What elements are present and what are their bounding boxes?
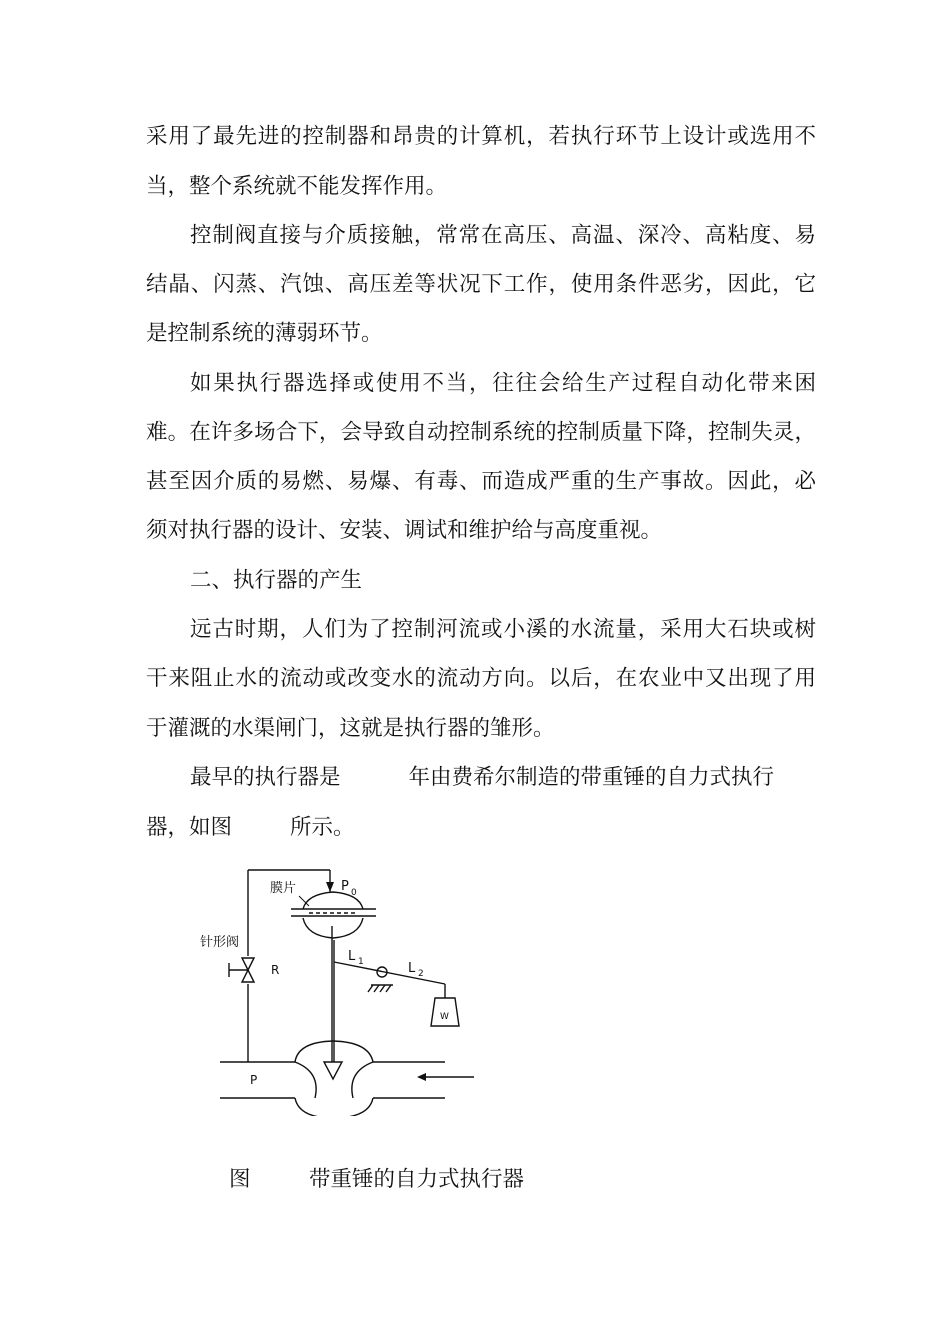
text-line: 控制阀直接与介质接触，常常在高压、高温、深冷、高粘度、易 xyxy=(190,223,816,248)
text-fragment: 所示。 xyxy=(290,815,355,840)
valve-plug xyxy=(324,1062,342,1079)
label-weight: W xyxy=(440,1012,449,1022)
needle-valve-top xyxy=(242,958,254,970)
flow-arrow-head xyxy=(417,1073,426,1081)
text-line: 干来阻止水的流动或改变水的流动方向。以后，在农业中又出现了用 xyxy=(146,666,816,691)
text-line: 采用了最先进的控制器和昂贵的计算机，若执行环节上设计或选用不 xyxy=(146,124,816,149)
text-line: 须对执行器的设计、安装、调试和维护给与高度重视。 xyxy=(146,518,663,543)
label-r: R xyxy=(271,963,280,977)
section-heading: 二、执行器的产生 xyxy=(190,568,363,593)
text-line xyxy=(190,764,816,792)
figure-caption-text: 带重锤的自力式执行器 xyxy=(309,1167,525,1192)
label-p0-sub: 0 xyxy=(351,888,357,898)
actuator-diagram xyxy=(195,866,495,1116)
label-p0: P xyxy=(341,879,349,894)
label-l2: L xyxy=(408,961,416,976)
diaphragm-chamber-bottom xyxy=(303,918,363,938)
valve-seat-right xyxy=(352,1062,373,1098)
label-l1: L xyxy=(348,949,356,964)
text-line: 结晶、闪蒸、汽蚀、高压差等状况下工作，使用条件恶劣，因此，它 xyxy=(146,272,816,297)
label-needle-valve: 针形阀 xyxy=(200,935,240,950)
text-fragment: 器，如图 xyxy=(146,815,233,840)
text-fragment: 最早的执行器是 xyxy=(190,765,341,790)
figure-caption-prefix: 图 xyxy=(229,1167,251,1192)
text-line: 当，整个系统就不能发挥作用。 xyxy=(146,174,448,199)
needle-valve-bottom xyxy=(242,970,254,982)
text-line: 是控制系统的薄弱环节。 xyxy=(146,321,383,346)
arrow-head-down xyxy=(326,882,334,892)
text-line: 难。在许多场合下，会导致自动控制系统的控制质量下降，控制失灵， xyxy=(146,420,816,445)
text-line: 远古时期，人们为了控制河流或小溪的水流量，采用大石块或树 xyxy=(190,617,816,642)
text-line: 甚至因介质的易燃、易爆、有毒、而造成严重的生产事故。因此，必 xyxy=(146,469,816,494)
text-fragment: 年由费希尔制造的带重锤的自力式执行 xyxy=(408,765,775,790)
text-line: 如果执行器选择或使用不当，往往会给生产过程自动化带来困 xyxy=(190,371,816,396)
label-l2-sub: 2 xyxy=(418,969,424,979)
label-l1-sub: 1 xyxy=(358,957,364,967)
text-line: 于灌溉的水渠闸门，这就是执行器的雏形。 xyxy=(146,716,555,741)
valve-seat-left xyxy=(295,1062,316,1098)
lever-arm xyxy=(334,962,445,984)
label-diaphragm: 膜片 xyxy=(270,881,297,896)
label-p: P xyxy=(250,1073,258,1087)
text-line xyxy=(146,814,816,842)
valve-body-bottom xyxy=(295,1098,373,1116)
